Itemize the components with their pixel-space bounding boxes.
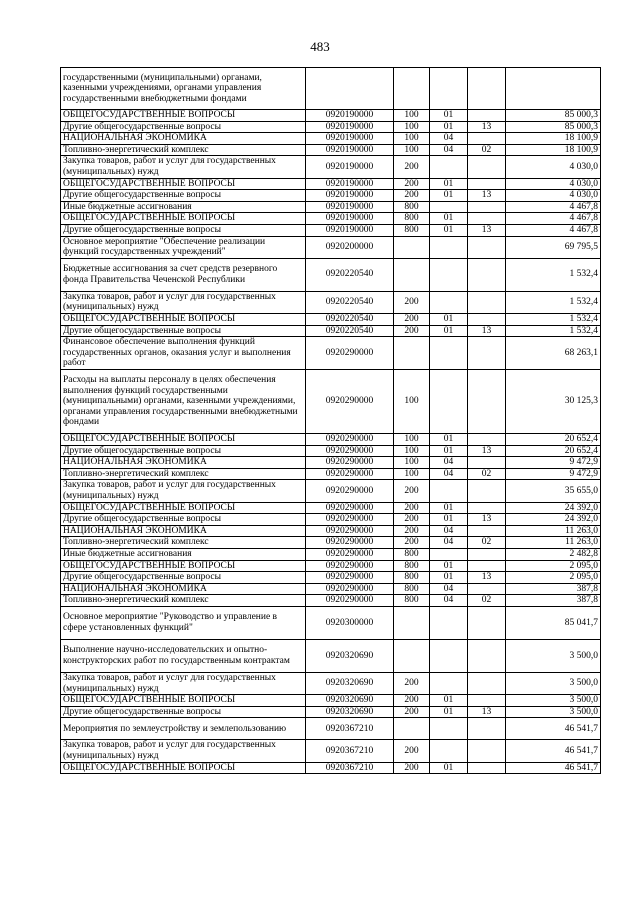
row-rz-cell — [430, 480, 468, 502]
row-name-cell: ОБЩЕГОСУДАРСТВЕННЫЕ ВОПРОСЫ — [61, 434, 306, 446]
row-name-cell: Топливно-энергетический комплекс — [61, 537, 306, 549]
row-pr-cell — [468, 434, 506, 446]
table-row — [61, 313, 601, 325]
row-rz-cell: 01 — [430, 313, 468, 325]
row-vr-cell: 100 — [394, 144, 430, 156]
table-row — [61, 236, 601, 258]
row-csr-cell: 0920190000 — [306, 110, 394, 122]
row-vr-cell: 200 — [394, 190, 430, 202]
table-row — [61, 560, 601, 572]
row-rz-cell: 04 — [430, 583, 468, 595]
row-pr-cell — [468, 640, 506, 673]
row-sum-cell: 2 482,8 — [506, 549, 601, 561]
row-csr-cell: 0920290000 — [306, 480, 394, 502]
row-name-cell: ОБЩЕГОСУДАРСТВЕННЫЕ ВОПРОСЫ — [61, 695, 306, 707]
row-vr-cell: 200 — [394, 178, 430, 190]
row-csr-cell: 0920190000 — [306, 224, 394, 236]
row-csr-cell: 0920190000 — [306, 178, 394, 190]
row-rz-cell: 01 — [430, 706, 468, 718]
table-row — [61, 514, 601, 526]
row-name-cell: Другие общегосударственные вопросы — [61, 514, 306, 526]
table-row — [61, 370, 601, 434]
row-vr-cell — [394, 718, 430, 740]
row-name-cell: ОБЩЕГОСУДАРСТВЕННЫЕ ВОПРОСЫ — [61, 502, 306, 514]
table-row — [61, 144, 601, 156]
table-row — [61, 480, 601, 502]
row-sum-cell: 3 500,0 — [506, 673, 601, 695]
row-vr-cell: 200 — [394, 514, 430, 526]
budget-table-body — [61, 68, 601, 774]
table-row — [61, 525, 601, 537]
row-csr-cell: 0920290000 — [306, 457, 394, 469]
row-sum-cell: 24 392,0 — [506, 514, 601, 526]
row-csr-cell: 0920290000 — [306, 370, 394, 434]
row-rz-cell: 04 — [430, 595, 468, 607]
row-rz-cell — [430, 370, 468, 434]
row-rz-cell — [430, 607, 468, 640]
table-row — [61, 68, 601, 110]
table-row — [61, 434, 601, 446]
row-pr-cell — [468, 178, 506, 190]
row-vr-cell: 800 — [394, 213, 430, 225]
row-csr-cell: 0920367210 — [306, 762, 394, 774]
row-pr-cell — [468, 370, 506, 434]
row-sum-cell: 20 652,4 — [506, 434, 601, 446]
row-csr-cell: 0920320690 — [306, 673, 394, 695]
row-pr-cell — [468, 213, 506, 225]
table-row — [61, 213, 601, 225]
row-name-cell: Иные бюджетные ассигнования — [61, 549, 306, 561]
row-pr-cell: 13 — [468, 706, 506, 718]
row-vr-cell: 800 — [394, 583, 430, 595]
row-rz-cell: 04 — [430, 525, 468, 537]
row-sum-cell: 11 263,0 — [506, 537, 601, 549]
row-pr-cell — [468, 525, 506, 537]
table-row — [61, 201, 601, 213]
row-csr-cell: 0920190000 — [306, 201, 394, 213]
budget-table — [60, 67, 601, 774]
row-name-cell: ОБЩЕГОСУДАРСТВЕННЫЕ ВОПРОСЫ — [61, 560, 306, 572]
row-vr-cell: 800 — [394, 201, 430, 213]
row-sum-cell: 4 030,0 — [506, 178, 601, 190]
row-csr-cell: 0920190000 — [306, 190, 394, 202]
row-vr-cell: 200 — [394, 525, 430, 537]
row-csr-cell: 0920290000 — [306, 445, 394, 457]
row-sum-cell: 1 532,4 — [506, 313, 601, 325]
row-name-cell: ОБЩЕГОСУДАРСТВЕННЫЕ ВОПРОСЫ — [61, 110, 306, 122]
row-pr-cell: 13 — [468, 445, 506, 457]
row-pr-cell — [468, 718, 506, 740]
row-pr-cell — [468, 740, 506, 762]
row-rz-cell — [430, 68, 468, 110]
row-pr-cell — [468, 313, 506, 325]
row-rz-cell — [430, 258, 468, 291]
row-sum-cell: 24 392,0 — [506, 502, 601, 514]
row-name-cell: Расходы на выплаты персоналу в целях обеспечения выполнения функций государственными (муниципальными) органами, казенными учреждениями, органами управления государственными внебюджетными фондами — [61, 370, 306, 434]
row-vr-cell: 100 — [394, 121, 430, 133]
row-name-cell: Другие общегосударственные вопросы — [61, 706, 306, 718]
row-name-cell: Основное мероприятие "Обеспечение реализации функций государственных учреждений" — [61, 236, 306, 258]
row-pr-cell: 13 — [468, 224, 506, 236]
table-row — [61, 762, 601, 774]
table-row — [61, 258, 601, 291]
row-name-cell: государственными (муниципальными) органами, казенными учреждениями, органами управления государственными внебюджетными фондами — [61, 68, 306, 110]
table-row — [61, 706, 601, 718]
row-vr-cell: 100 — [394, 468, 430, 480]
table-row — [61, 457, 601, 469]
row-vr-cell: 200 — [394, 313, 430, 325]
row-rz-cell — [430, 640, 468, 673]
row-pr-cell — [468, 457, 506, 469]
row-name-cell: Другие общегосударственные вопросы — [61, 224, 306, 236]
row-name-cell: Финансовое обеспечение выполнения функций государственных органов, оказания услуг и выполнения работ — [61, 337, 306, 370]
row-rz-cell: 04 — [430, 144, 468, 156]
row-pr-cell: 13 — [468, 325, 506, 337]
row-pr-cell: 13 — [468, 514, 506, 526]
page-number: 483 — [310, 39, 330, 54]
row-csr-cell: 0920320690 — [306, 706, 394, 718]
row-sum-cell: 4 030,0 — [506, 190, 601, 202]
row-name-cell: Топливно-энергетический комплекс — [61, 595, 306, 607]
row-csr-cell: 0920220540 — [306, 325, 394, 337]
row-pr-cell: 02 — [468, 468, 506, 480]
row-sum-cell: 4 467,8 — [506, 213, 601, 225]
row-name-cell: Иные бюджетные ассигнования — [61, 201, 306, 213]
row-name-cell: Другие общегосударственные вопросы — [61, 121, 306, 133]
row-csr-cell: 0920290000 — [306, 514, 394, 526]
row-vr-cell: 200 — [394, 291, 430, 313]
row-vr-cell: 100 — [394, 110, 430, 122]
row-name-cell: НАЦИОНАЛЬНАЯ ЭКОНОМИКА — [61, 133, 306, 145]
row-sum-cell: 2 095,0 — [506, 560, 601, 572]
row-sum-cell: 1 532,4 — [506, 258, 601, 291]
row-csr-cell: 0920320690 — [306, 640, 394, 673]
table-row — [61, 156, 601, 178]
row-csr-cell: 0920190000 — [306, 121, 394, 133]
row-name-cell: Закупка товаров, работ и услуг для государственных (муниципальных) нужд — [61, 673, 306, 695]
row-pr-cell: 13 — [468, 190, 506, 202]
row-name-cell: НАЦИОНАЛЬНАЯ ЭКОНОМИКА — [61, 583, 306, 595]
row-rz-cell: 04 — [430, 468, 468, 480]
row-sum-cell: 11 263,0 — [506, 525, 601, 537]
row-name-cell: Мероприятия по землеустройству и землепользованию — [61, 718, 306, 740]
row-vr-cell: 200 — [394, 502, 430, 514]
row-rz-cell: 01 — [430, 224, 468, 236]
row-csr-cell: 0920367210 — [306, 718, 394, 740]
row-sum-cell: 35 655,0 — [506, 480, 601, 502]
row-sum-cell: 46 541,7 — [506, 740, 601, 762]
table-row — [61, 695, 601, 707]
row-rz-cell: 01 — [430, 560, 468, 572]
row-sum-cell: 30 125,3 — [506, 370, 601, 434]
row-pr-cell — [468, 337, 506, 370]
row-pr-cell: 02 — [468, 144, 506, 156]
row-rz-cell — [430, 337, 468, 370]
row-sum-cell: 46 541,7 — [506, 762, 601, 774]
row-vr-cell: 800 — [394, 549, 430, 561]
row-rz-cell: 01 — [430, 445, 468, 457]
row-vr-cell: 100 — [394, 434, 430, 446]
row-pr-cell — [468, 549, 506, 561]
row-csr-cell — [306, 68, 394, 110]
row-vr-cell: 800 — [394, 560, 430, 572]
row-csr-cell: 0920320690 — [306, 695, 394, 707]
row-pr-cell — [468, 133, 506, 145]
row-pr-cell — [468, 695, 506, 707]
row-rz-cell — [430, 718, 468, 740]
row-rz-cell — [430, 236, 468, 258]
row-sum-cell: 3 500,0 — [506, 706, 601, 718]
row-name-cell: Топливно-энергетический комплекс — [61, 144, 306, 156]
row-rz-cell: 04 — [430, 133, 468, 145]
row-name-cell: Другие общегосударственные вопросы — [61, 572, 306, 584]
row-sum-cell: 20 652,4 — [506, 445, 601, 457]
row-sum-cell: 18 100,9 — [506, 144, 601, 156]
row-sum-cell — [506, 68, 601, 110]
row-rz-cell — [430, 156, 468, 178]
row-vr-cell: 200 — [394, 673, 430, 695]
table-row — [61, 718, 601, 740]
row-sum-cell: 9 472,9 — [506, 457, 601, 469]
row-sum-cell: 2 095,0 — [506, 572, 601, 584]
row-name-cell: ОБЩЕГОСУДАРСТВЕННЫЕ ВОПРОСЫ — [61, 178, 306, 190]
row-sum-cell: 3 500,0 — [506, 640, 601, 673]
row-name-cell: ОБЩЕГОСУДАРСТВЕННЫЕ ВОПРОСЫ — [61, 213, 306, 225]
row-sum-cell: 69 795,5 — [506, 236, 601, 258]
row-rz-cell: 01 — [430, 178, 468, 190]
row-pr-cell — [468, 201, 506, 213]
table-row — [61, 337, 601, 370]
row-name-cell: Другие общегосударственные вопросы — [61, 190, 306, 202]
row-csr-cell: 0920290000 — [306, 502, 394, 514]
table-row — [61, 291, 601, 313]
row-pr-cell — [468, 560, 506, 572]
row-name-cell: НАЦИОНАЛЬНАЯ ЭКОНОМИКА — [61, 525, 306, 537]
table-row — [61, 549, 601, 561]
row-vr-cell: 200 — [394, 325, 430, 337]
table-row — [61, 673, 601, 695]
row-name-cell: Основное мероприятие "Руководство и управление в сфере установленных функций" — [61, 607, 306, 640]
row-vr-cell: 800 — [394, 224, 430, 236]
table-row — [61, 740, 601, 762]
row-vr-cell: 200 — [394, 762, 430, 774]
row-sum-cell: 18 100,9 — [506, 133, 601, 145]
row-name-cell: НАЦИОНАЛЬНАЯ ЭКОНОМИКА — [61, 457, 306, 469]
row-csr-cell: 0920190000 — [306, 144, 394, 156]
row-sum-cell: 4 030,0 — [506, 156, 601, 178]
row-rz-cell: 01 — [430, 121, 468, 133]
row-csr-cell: 0920290000 — [306, 537, 394, 549]
row-rz-cell: 01 — [430, 325, 468, 337]
row-csr-cell: 0920300000 — [306, 607, 394, 640]
row-csr-cell: 0920290000 — [306, 583, 394, 595]
table-row — [61, 595, 601, 607]
row-vr-cell: 100 — [394, 133, 430, 145]
row-pr-cell: 02 — [468, 595, 506, 607]
row-pr-cell — [468, 480, 506, 502]
row-vr-cell: 100 — [394, 445, 430, 457]
row-pr-cell — [468, 291, 506, 313]
row-vr-cell: 200 — [394, 480, 430, 502]
row-vr-cell — [394, 640, 430, 673]
row-pr-cell — [468, 156, 506, 178]
row-vr-cell — [394, 68, 430, 110]
row-sum-cell: 1 532,4 — [506, 291, 601, 313]
row-vr-cell: 800 — [394, 595, 430, 607]
row-sum-cell: 68 263,1 — [506, 337, 601, 370]
row-name-cell: Закупка товаров, работ и услуг для государственных (муниципальных) нужд — [61, 156, 306, 178]
table-row — [61, 133, 601, 145]
row-vr-cell: 200 — [394, 706, 430, 718]
table-row — [61, 468, 601, 480]
row-rz-cell — [430, 201, 468, 213]
row-pr-cell: 13 — [468, 572, 506, 584]
row-pr-cell — [468, 607, 506, 640]
row-rz-cell: 01 — [430, 110, 468, 122]
row-sum-cell: 3 500,0 — [506, 695, 601, 707]
row-vr-cell: 200 — [394, 537, 430, 549]
row-rz-cell: 01 — [430, 762, 468, 774]
row-name-cell: Закупка товаров, работ и услуг для государственных (муниципальных) нужд — [61, 740, 306, 762]
table-row — [61, 190, 601, 202]
row-csr-cell: 0920290000 — [306, 595, 394, 607]
row-name-cell: ОБЩЕГОСУДАРСТВЕННЫЕ ВОПРОСЫ — [61, 762, 306, 774]
row-rz-cell: 01 — [430, 572, 468, 584]
table-row — [61, 583, 601, 595]
row-pr-cell — [468, 236, 506, 258]
row-sum-cell: 46 541,7 — [506, 718, 601, 740]
row-name-cell: Бюджетные ассигнования за счет средств резервного фонда Правительства Чеченской Республики — [61, 258, 306, 291]
row-sum-cell: 85 041,7 — [506, 607, 601, 640]
row-csr-cell: 0920290000 — [306, 468, 394, 480]
table-row — [61, 607, 601, 640]
row-sum-cell: 1 532,4 — [506, 325, 601, 337]
row-vr-cell: 200 — [394, 695, 430, 707]
row-rz-cell: 01 — [430, 502, 468, 514]
row-vr-cell — [394, 236, 430, 258]
row-sum-cell: 9 472,9 — [506, 468, 601, 480]
row-name-cell: Другие общегосударственные вопросы — [61, 325, 306, 337]
table-row — [61, 224, 601, 236]
row-sum-cell: 387,8 — [506, 583, 601, 595]
row-csr-cell: 0920290000 — [306, 572, 394, 584]
row-pr-cell — [468, 258, 506, 291]
row-rz-cell: 01 — [430, 190, 468, 202]
row-csr-cell: 0920290000 — [306, 549, 394, 561]
row-csr-cell: 0920190000 — [306, 156, 394, 178]
row-pr-cell: 02 — [468, 537, 506, 549]
row-csr-cell: 0920290000 — [306, 560, 394, 572]
row-csr-cell: 0920200000 — [306, 236, 394, 258]
row-rz-cell: 01 — [430, 514, 468, 526]
row-rz-cell: 04 — [430, 537, 468, 549]
row-pr-cell — [468, 110, 506, 122]
row-pr-cell — [468, 502, 506, 514]
table-row — [61, 325, 601, 337]
row-csr-cell: 0920290000 — [306, 337, 394, 370]
table-row — [61, 640, 601, 673]
row-vr-cell — [394, 258, 430, 291]
table-row — [61, 572, 601, 584]
row-csr-cell: 0920220540 — [306, 291, 394, 313]
row-pr-cell — [468, 673, 506, 695]
table-row — [61, 537, 601, 549]
row-rz-cell: 01 — [430, 434, 468, 446]
row-rz-cell: 04 — [430, 457, 468, 469]
row-csr-cell: 0920190000 — [306, 213, 394, 225]
table-row — [61, 178, 601, 190]
row-sum-cell: 85 000,3 — [506, 110, 601, 122]
row-vr-cell: 800 — [394, 572, 430, 584]
table-row — [61, 110, 601, 122]
row-name-cell: Закупка товаров, работ и услуг для государственных (муниципальных) нужд — [61, 480, 306, 502]
row-csr-cell: 0920290000 — [306, 525, 394, 537]
row-pr-cell — [468, 68, 506, 110]
row-sum-cell: 4 467,8 — [506, 224, 601, 236]
table-row — [61, 502, 601, 514]
row-vr-cell: 100 — [394, 457, 430, 469]
row-name-cell: Закупка товаров, работ и услуг для государственных (муниципальных) нужд — [61, 291, 306, 313]
row-sum-cell: 4 467,8 — [506, 201, 601, 213]
table-row — [61, 445, 601, 457]
row-rz-cell: 01 — [430, 695, 468, 707]
row-vr-cell: 200 — [394, 740, 430, 762]
row-vr-cell: 100 — [394, 370, 430, 434]
row-rz-cell: 01 — [430, 213, 468, 225]
row-name-cell: Другие общегосударственные вопросы — [61, 445, 306, 457]
row-rz-cell — [430, 740, 468, 762]
row-csr-cell: 0920220540 — [306, 313, 394, 325]
row-vr-cell — [394, 337, 430, 370]
row-name-cell: Топливно-энергетический комплекс — [61, 468, 306, 480]
row-name-cell: ОБЩЕГОСУДАРСТВЕННЫЕ ВОПРОСЫ — [61, 313, 306, 325]
row-sum-cell: 387,8 — [506, 595, 601, 607]
row-csr-cell: 0920220540 — [306, 258, 394, 291]
row-vr-cell — [394, 607, 430, 640]
row-rz-cell — [430, 291, 468, 313]
row-name-cell: Выполнение научно-исследовательских и опытно-конструкторских работ по государственным контрактам — [61, 640, 306, 673]
table-row — [61, 121, 601, 133]
row-vr-cell: 200 — [394, 156, 430, 178]
row-pr-cell — [468, 583, 506, 595]
row-sum-cell: 85 000,3 — [506, 121, 601, 133]
row-csr-cell: 0920290000 — [306, 434, 394, 446]
row-pr-cell — [468, 762, 506, 774]
row-pr-cell: 13 — [468, 121, 506, 133]
row-csr-cell: 0920367210 — [306, 740, 394, 762]
row-rz-cell — [430, 549, 468, 561]
row-csr-cell: 0920190000 — [306, 133, 394, 145]
row-rz-cell — [430, 673, 468, 695]
